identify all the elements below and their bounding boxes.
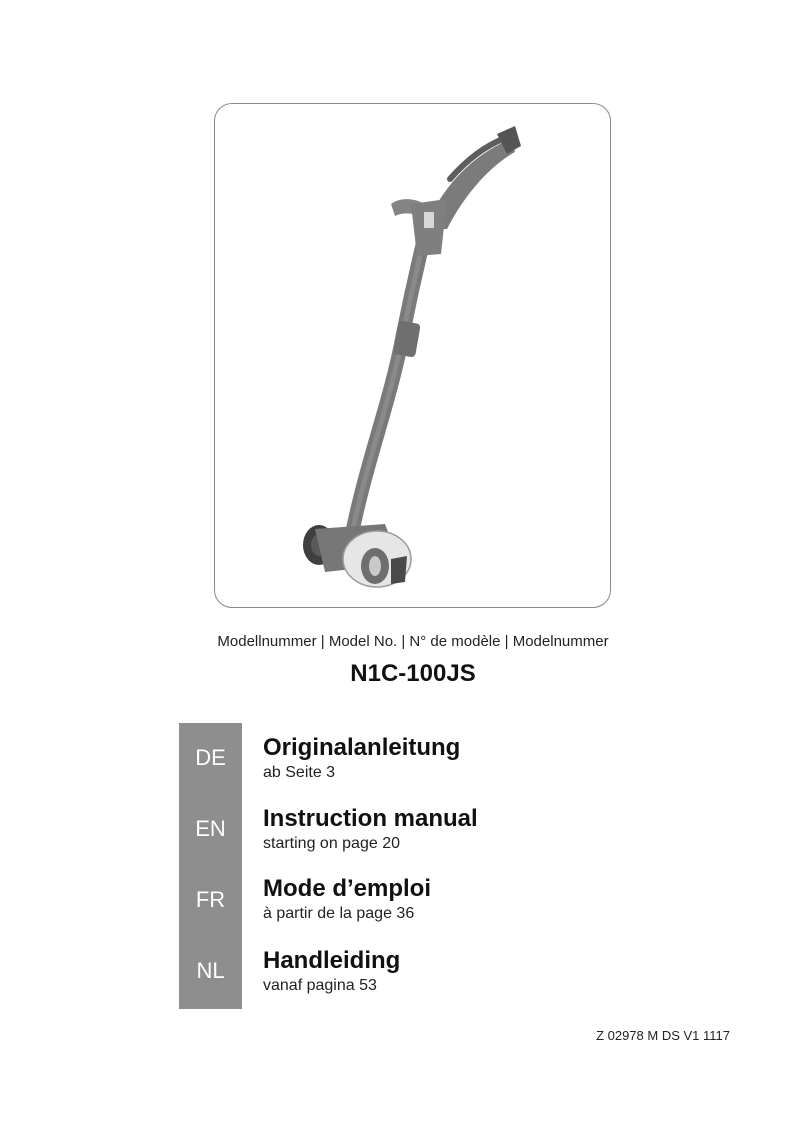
shaft-collar (393, 320, 421, 357)
model-number: N1C-100JS (350, 660, 476, 687)
manual-title-nl: Handleiding (263, 947, 401, 974)
manual-page-en: starting on page 20 (263, 835, 400, 852)
product-photo (215, 104, 612, 609)
manual-page-de: ab Seite 3 (263, 764, 336, 781)
manual-page-nl: vanaf pagina 53 (263, 977, 377, 994)
product-photo-frame (214, 103, 611, 608)
manual-title-de: Originalanleitung (263, 734, 461, 761)
model-number-caption: Modellnummer | Model No. | N° de modèle | Modelnummer (217, 633, 609, 650)
manual-page-fr: à partir de la page 36 (263, 905, 415, 922)
manual-title-fr: Mode d’emploi (263, 875, 431, 902)
document-code: Z 02978 M DS V1 1117 (596, 1028, 730, 1043)
language-code-de: DE (195, 745, 226, 770)
language-code-en: EN (195, 816, 226, 841)
language-code-nl: NL (196, 958, 225, 983)
language-bar (179, 723, 242, 1009)
language-code-fr: FR (195, 887, 226, 912)
manual-title-en: Instruction manual (263, 805, 478, 832)
